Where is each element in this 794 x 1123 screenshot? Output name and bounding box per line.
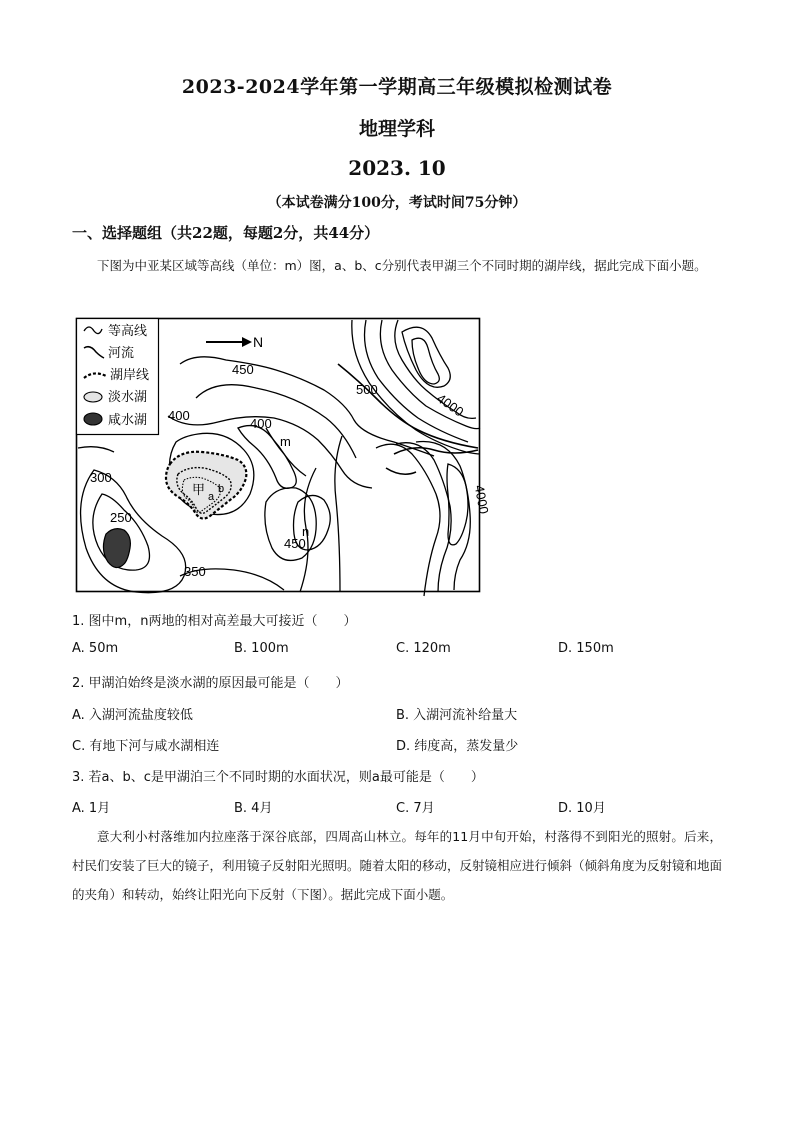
question-2-stem: 2. 甲湖泊始终是淡水湖的原因最可能是（ ） — [72, 676, 349, 691]
q3-option-c: C. 7月 — [396, 801, 435, 816]
q2-option-a: A. 入湖河流盐度较低 — [72, 708, 193, 723]
q3-option-b: B. 4月 — [234, 801, 273, 816]
subject-title: 地理学科 — [358, 118, 435, 140]
q3-option-a: A. 1月 — [72, 801, 111, 816]
q1-option-a: A. 50m — [72, 641, 119, 656]
legend-river: 河流 — [108, 345, 135, 360]
q2-option-c: C. 有地下河与咸水湖相连 — [72, 739, 220, 754]
label-a: a — [208, 491, 215, 503]
label-4000-right: 4000 — [471, 483, 492, 516]
label-400-mid: 400 — [250, 416, 272, 431]
legend-saltwater: 咸水湖 — [108, 412, 148, 427]
label-450-top: 450 — [232, 362, 254, 377]
label-500: 500 — [356, 382, 378, 397]
q1-option-b: B. 100m — [234, 641, 289, 656]
label-4000-top: 4000 — [434, 390, 467, 420]
legend-contour: 等高线 — [108, 323, 148, 338]
section-heading: 一、选择题组（共22题，每题2分，共44分） — [72, 224, 380, 242]
label-400-left: 400 — [168, 408, 190, 423]
exam-title: 2023-2024学年第一学期高三年级模拟检测试卷 — [181, 76, 613, 98]
north-label: N — [253, 334, 264, 350]
label-n: n — [302, 524, 310, 539]
question-1-stem: 1. 图中m，n两地的相对高差最大可接近（ ） — [72, 614, 357, 629]
label-m: m — [280, 434, 291, 449]
label-350: 350 — [184, 564, 206, 579]
q3-option-d: D. 10月 — [558, 801, 606, 816]
intro-paragraph-2: 意大利小村落维加内拉座落于深谷底部，四周高山林立。每年的11月中旬开始，村落得不到阳光的照射。后来，村民们安装了巨大的镜子，利用镜子反射阳光照明。随着太阳的移动，反射镜相应进行倾斜（倾斜角度为反射镜和地面的夹角）和转动，始终让阳光向下反射（下图）。据此完成下面小题。 — [72, 829, 723, 902]
q2-option-b: B. 入湖河流补给量大 — [396, 708, 518, 723]
exam-note: （本试卷满分100分，考试时间75分钟） — [267, 195, 527, 211]
legend-shoreline: 湖岸线 — [110, 367, 150, 382]
contour-map — [76, 318, 492, 592]
label-b: b — [218, 483, 225, 495]
intro-paragraph: 下图为中亚某区域等高线（单位：m）图，a、b、c分别代表甲湖三个不同时期的湖岸线，据此完成下面小题。 — [97, 258, 707, 273]
label-lake-jia: 甲 — [192, 482, 206, 497]
q2-option-d: D. 纬度高，蒸发量少 — [396, 739, 519, 754]
label-450-bottom: 450 — [284, 536, 306, 551]
exam-date: 2023. 10 — [348, 156, 446, 180]
q1-option-d: D. 150m — [558, 641, 614, 656]
label-250: 250 — [110, 510, 132, 525]
saltwater-lake — [103, 529, 130, 568]
label-300: 300 — [90, 470, 112, 485]
legend-freshwater: 淡水湖 — [108, 389, 148, 404]
question-3-stem: 3. 若a、b、c是甲湖泊三个不同时期的水面状况，则a最可能是（ ） — [72, 770, 484, 785]
q1-option-c: C. 120m — [396, 641, 451, 656]
